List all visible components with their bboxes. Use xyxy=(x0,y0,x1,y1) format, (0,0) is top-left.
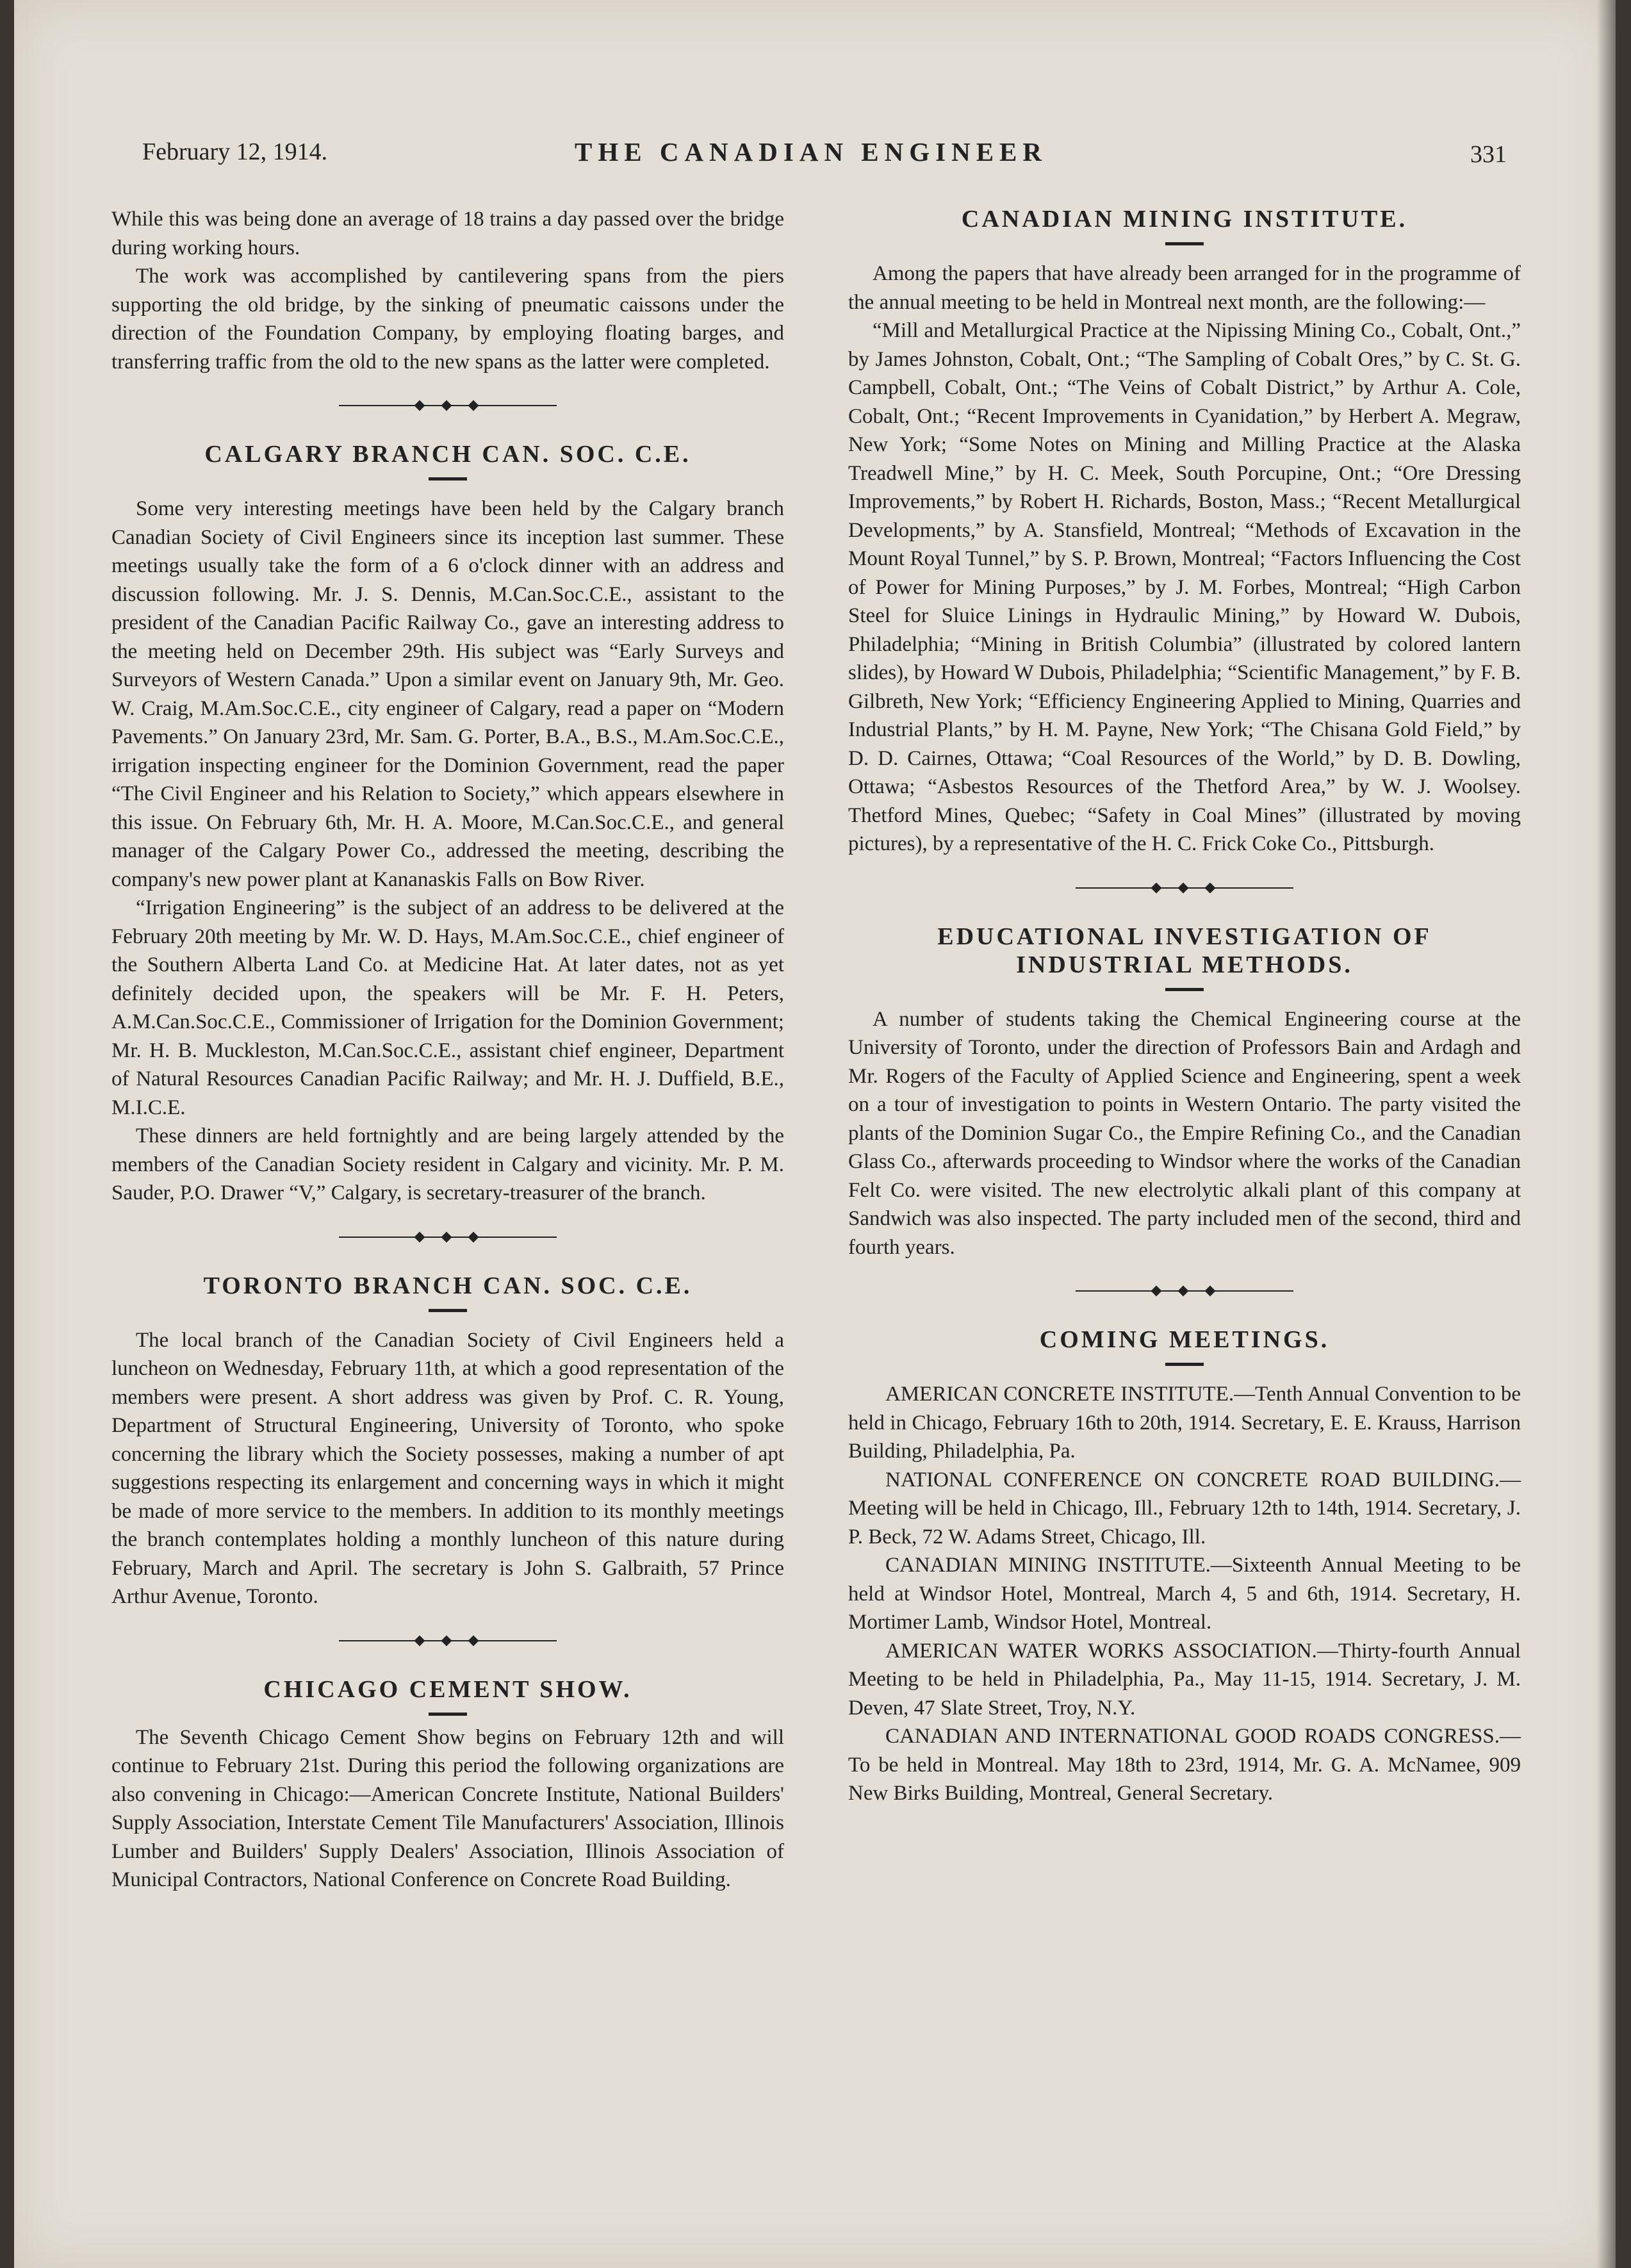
calgary-paragraph: These dinners are held fortnightly and are being largely attended by the members of the Canadian Society resident in Calgary and vicinity. Mr. P. M. Sauder, P.O. Drawer “V,” Calgary, is secretary-treasurer of the branch. xyxy=(111,1124,784,1204)
page-header xyxy=(142,138,1520,176)
educational-paragraph: A number of students taking the Chemical Engineering course at the University of Toronto, under the direction of Professors Bain and Ardagh and Mr. Rogers of the Faculty of Applied Science and Engineering, spent a week on a tour of investigation to points in Western Ontario. The party visited the plants of the Dominion Sugar Co., the Empire Refining Co., and the Canadian Glass Co., afterwards proceeding to Windsor where the works of the Canadian Felt Co. were visited. The new electrolytic alkali plant of this company at Sandwich was also inspected. The party included men of the second, third and fourth years. xyxy=(848,1007,1521,1259)
issue-date: February 12, 1914. xyxy=(142,138,328,165)
calgary-paragraph: Some very interesting meetings have been held by the Calgary branch Canadian Society of Civil Engineers since its inception last summer. These meetings usually take the form of a 6 o'clock dinner with an address and discussion following. Mr. J. S. Dennis, M.Can.Soc.C.E., assistant to the president of the Canadian Pacific Railway Co., gave an interesting address to the meeting held on December 29th. His subject was “Early Surveys and Surveyors of Western Canada.” Upon a similar event on January 9th, Mr. Geo. W. Craig, M.Am.Soc.C.E., city engineer of Calgary, read a paper on “Modern Pavements.” On January 23rd, Mr. Sam. G. Porter, B.A., B.S., M.Am.Soc.C.E., irrigation inspecting engineer for the Dominion Government, read the paper “The Civil Engineer and his Relation to Society,” which appears elsewhere in this issue. On February 6th, Mr. H. A. Moore, M.Can.Soc.C.E., and general manager of the Calgary Power Co., addressed the meeting, describing the company's new power plant at Kananaskis Falls on Bow River. xyxy=(111,497,784,891)
meeting-item: AMERICAN WATER WORKS ASSOCIATION.—Thirty-fourth Annual Meeting to be held in Philadelphia, Pa., May 11-15, 1914. Secretary, J. M. Deven, 47 Slate Street, Troy, N.Y. xyxy=(848,1639,1521,1720)
heading-rule xyxy=(1165,988,1204,991)
heading-rule xyxy=(429,1713,467,1716)
mining-section-heading: CANADIAN MINING INSTITUTE. xyxy=(961,206,1408,233)
section-divider-ornament xyxy=(1076,884,1293,892)
calgary-section-heading: CALGARY BRANCH CAN. SOC. C.E. xyxy=(204,441,691,468)
coming-meetings-heading: COMING MEETINGS. xyxy=(1039,1326,1330,1353)
meeting-item: NATIONAL CONFERENCE ON CONCRETE ROAD BUILDING.—Meeting will be held in Chicago, Ill., February 12th to 14th, 1914. Secretary, J. P. Beck, 72 W. Adams Street, Chicago, Ill. xyxy=(848,1468,1521,1549)
right-column xyxy=(848,205,1521,1808)
section-divider-ornament xyxy=(339,1233,557,1241)
toronto-paragraph: The local branch of the Canadian Society of Civil Engineers held a luncheon on Wednesday, February 11th, at which a good representation of the members were present. A short address was given by Prof. C. R. Young, Department of Structural Engineering, University of Toronto, who spoke concerning the library which the Society possesses, making a number of apt suggestions respecting its enlargement and concerning ways in which it might be made of more service to the members. In addition to its monthly meetings the branch contemplates holding a monthly luncheon of this nature during February, March and April. The secretary is John S. Galbraith, 57 Prince Arthur Avenue, Toronto. xyxy=(111,1328,784,1608)
journal-page xyxy=(14,0,1616,2268)
section-divider-ornament xyxy=(1076,1287,1293,1295)
heading-rule xyxy=(429,477,467,481)
binding-shadow xyxy=(1596,0,1616,2268)
heading-rule xyxy=(429,1309,467,1312)
chicago-section-heading: CHICAGO CEMENT SHOW. xyxy=(263,1675,632,1703)
toronto-section-heading: TORONTO BRANCH CAN. SOC. C.E. xyxy=(203,1272,693,1299)
heading-rule xyxy=(1165,242,1204,245)
page-number: 331 xyxy=(1470,141,1507,168)
heading-rule xyxy=(1165,1363,1204,1366)
intro-paragraph: While this was being done an average of 18 trains a day passed over the bridge during working hours. xyxy=(111,208,784,259)
chicago-paragraph: The Seventh Chicago Cement Show begins on February 12th and will continue to February 21st. During this period the following organizations are also convening in Chicago:—American Concrete Institute, National Builders' Supply Association, Interstate Cement Tile Manufacturers' Association, Illinois Lumber and Builders' Supply Dealers' Association, Illinois Association of Municipal Contractors, National Conference on Concrete Road Building. xyxy=(111,1725,784,1891)
meeting-item: CANADIAN MINING INSTITUTE.—Sixteenth Annual Meeting to be held at Windsor Hotel, Montreal, March 4, 5 and 6th, 1914. Secretary, H. Mortimer Lamb, Windsor Hotel, Montreal. xyxy=(848,1554,1521,1634)
left-column xyxy=(111,205,784,1894)
calgary-paragraph: “Irrigation Engineering” is the subject of an address to be delivered at the February 20th meeting by Mr. W. D. Hays, M.Am.Soc.C.E., chief engineer of the Southern Alberta Land Co. at Medicine Hat. At later dates, not as yet definitely decided upon, the speakers will be Mr. F. H. Peters, A.M.Can.Soc.C.E., Commissioner of Irrigation for the Dominion Government; Mr. H. B. Muckleston, M.Can.Soc.C.E., assistant chief engineer, Department of Natural Resources Canadian Pacific Railway; and Mr. H. J. Duffield, B.E., M.I.C.E. xyxy=(111,896,784,1119)
section-divider-ornament xyxy=(339,402,557,409)
mining-paragraph: Among the papers that have already been arranged for in the programme of the annual meeting to be held in Montreal next month, are the following:— xyxy=(848,262,1521,314)
mining-papers-list: “Mill and Metallurgical Practice at the Nipissing Mining Co., Cobalt, Ont.,” by James Johnston, Cobalt, Ont.; “The Sampling of Cobalt Ores,” by C. St. G. Campbell, Cobalt, Ont.; “The Veins of Cobalt District,” by Arthur A. Cole, Cobalt, Ont.; “Recent Improvements in Cyanidation,” by Herbert A. Megraw, New York; “Some Notes on Mining and Milling Practice at the Alaska Treadwell Mine,” by H. C. Meek, South Porcupine, Ont.; “Ore Dressing Improvements,” by Robert H. Richards, Boston, Mass.; “Recent Metallurgical Developments,” by A. Stansfield, Montreal; “Methods of Excavation in the Mount Royal Tunnel,” by S. P. Brown, Montreal; “Factors Influencing the Cost of Power for Mining Purposes,” by J. M. Forbes, Montreal; “High Carbon Steel for Sluice Linings in Hydraulic Mining,” by Howard W. Dubois, Philadelphia; “Mining in British Columbia” (illustrated by colored lantern slides), by Howard W Dubois, Philadelphia; “Scientific Management,” by F. B. Gilbreth, New York; “Efficiency Engineering Applied to Mining, Quarries and Industrial Plants,” by H. M. Payne, New York; “The Chisana Gold Field,” by D. D. Cairnes, Ottawa; “Coal Resources of the World,” by D. B. Dowling, Ottawa; “Asbestos Resources of the Thetford Area,” by W. J. Woolsey. Thetford Mines, Quebec; “Safety in Coal Mines” (illustrated by moving pictures), by a representative of the H. C. Frick Coke Co., Pittsburgh. xyxy=(848,319,1521,855)
section-divider-ornament xyxy=(339,1637,557,1645)
intro-paragraph: The work was accomplished by cantilevering spans from the piers supporting the old bridge, by the sinking of pneumatic caissons under the direction of the Foundation Company, by employing floating barges, and transferring traffic from the old to the new spans as the latter were completed. xyxy=(111,265,784,374)
educational-section-heading: EDUCATIONAL INVESTIGATION OF INDUSTRIAL METHODS. xyxy=(937,923,1432,978)
meeting-item: AMERICAN CONCRETE INSTITUTE.—Tenth Annual Convention to be held in Chicago, February 16th to 20th, 1914. Secretary, E. E. Krauss, Harrison Building, Philadelphia, Pa. xyxy=(848,1383,1521,1463)
meeting-item: CANADIAN AND INTERNATIONAL GOOD ROADS CONGRESS.—To be held in Montreal. May 18th to 23rd, 1914, Mr. G. A. McNamee, 909 New Birks Building, Montreal, General Secretary. xyxy=(848,1725,1521,1805)
journal-title: THE CANADIAN ENGINEER xyxy=(575,137,1048,167)
